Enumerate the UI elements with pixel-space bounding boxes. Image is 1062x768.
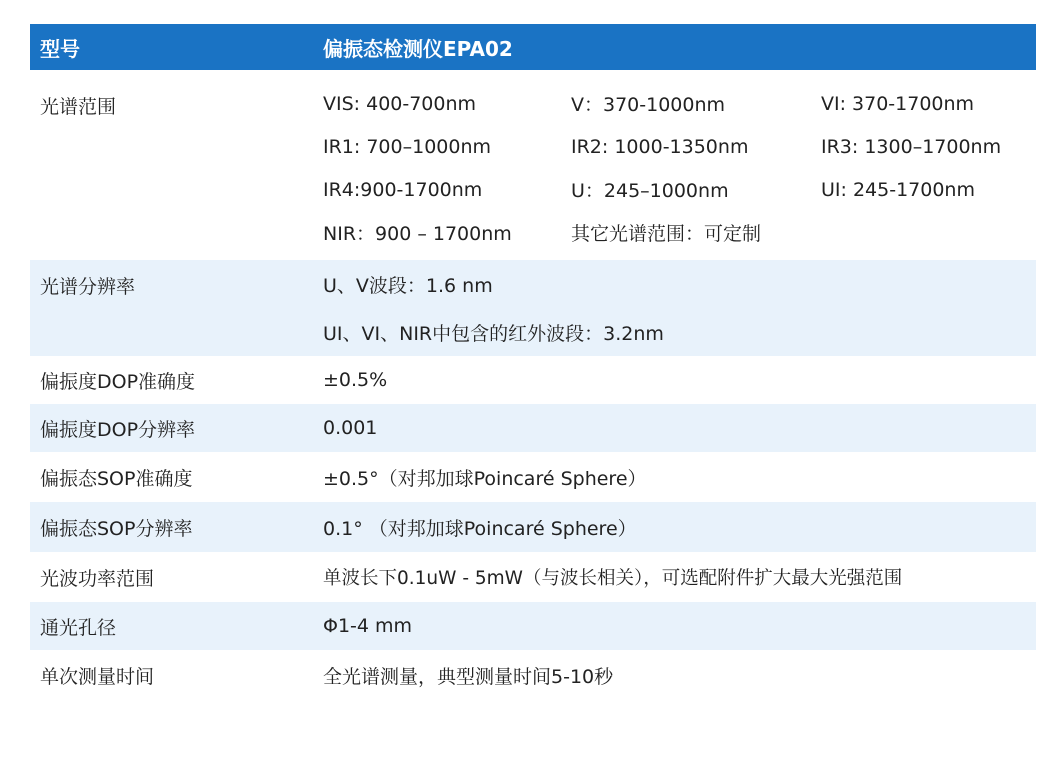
range-item-custom: 其它光谱范围：可定制 [571,223,762,245]
spectral-resolution-line-1: U、V波段：1.6 nm [323,274,493,297]
dop-accuracy-label: 偏振度DOP准确度 [40,370,196,393]
range-item-u: U：245–1000nm [571,180,729,202]
spectral-range-values [313,70,1036,260]
range-item-v: V：370-1000nm [571,94,726,116]
dop-accuracy-row [30,356,1036,404]
sop-accuracy-row [30,452,1036,502]
spectral-resolution-label: 光谱分辨率 [40,276,136,298]
table-header-row [30,24,1036,70]
spectral-resolution-row [30,260,1036,356]
power-range-label: 光波功率范围 [40,567,155,590]
sop-accuracy-value: ±0.5°（对邦加球Poincaré Sphere） [323,467,647,490]
spectral-resolution-values [313,260,1036,356]
sop-resolution-row [30,502,1036,552]
sop-accuracy-label: 偏振态SOP准确度 [40,467,193,490]
header-model-name: 偏振态检测仪EPA02 [323,36,513,61]
range-item-ir4: IR4:900-1700nm [323,178,483,201]
range-item-ir1: IR1: 700–1000nm [323,135,492,158]
measure-time-label: 单次测量时间 [40,665,155,688]
sop-resolution-label: 偏振态SOP分辨率 [40,517,193,540]
header-label: 型号 [40,36,80,61]
measure-time-value: 全光谱测量，典型测量时间5-10秒 [323,665,614,688]
range-item-ui: UI: 245-1700nm [821,178,975,201]
spectral-range-label: 光谱范围 [40,96,117,118]
spectral-resolution-line-2: UI、VI、NIR中包含的红外波段：3.2nm [323,322,664,345]
power-range-row [30,552,1036,602]
dop-resolution-value: 0.001 [323,417,378,439]
range-item-vis: VIS: 400-700nm [323,92,477,115]
range-item-vi: VI: 370-1700nm [821,92,975,115]
spectral-range-grid [323,70,1036,260]
spec-table [30,24,1036,700]
aperture-label: 通光孔径 [40,616,117,639]
spectral-range-row [30,70,1036,260]
dop-accuracy-value: ±0.5% [323,369,388,391]
measure-time-row [30,650,1036,700]
range-item-nir: NIR：900 – 1700nm [323,223,512,245]
sop-resolution-value: 0.1° （对邦加球Poincaré Sphere） [323,517,637,540]
dop-resolution-row [30,404,1036,452]
power-range-value: 单波长下0.1uW - 5mW（与波长相关），可选配附件扩大最大光强范围 [323,568,903,589]
dop-resolution-label: 偏振度DOP分辨率 [40,418,196,441]
range-item-ir2: IR2: 1000-1350nm [571,135,749,158]
aperture-row [30,602,1036,650]
range-item-ir3: IR3: 1300–1700nm [821,135,1002,158]
aperture-value: Φ1-4 mm [323,615,413,637]
